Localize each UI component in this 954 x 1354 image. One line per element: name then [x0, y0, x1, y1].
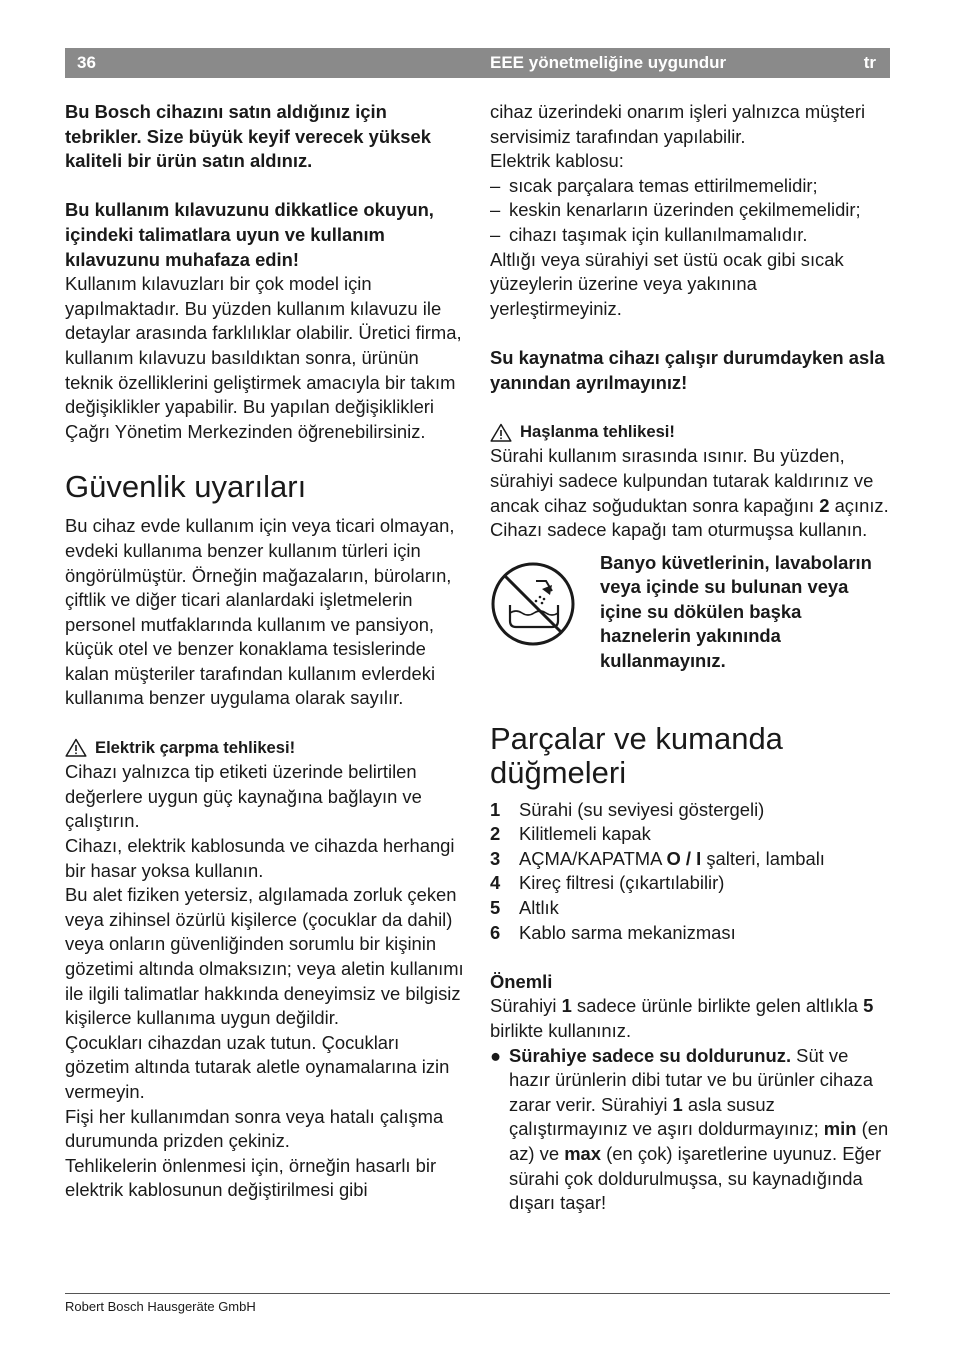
- electric-paragraph-5: Fişi her kullanımdan sonra veya hatalı çalışma durumunda prizden çekiniz.: [65, 1105, 444, 1152]
- left-column: [65, 100, 465, 1203]
- electric-warning-heading: [65, 736, 465, 761]
- parts-list-item: 5 Altlık: [490, 897, 559, 919]
- electric-warning-label: Elektrik çarpma tehlikesi!: [95, 737, 296, 757]
- scald-paragraph-2: Cihazı sadece kapağı tam oturmuşsa kullanın.: [490, 519, 868, 541]
- bath-warning-block: [490, 551, 892, 674]
- page-number: 36: [77, 53, 96, 72]
- header-language: tr: [863, 53, 876, 72]
- footer-company: Robert Bosch Hausgeräte GmbH: [65, 1299, 256, 1314]
- intro-congrats: Bu Bosch cihazını satın aldığınız için tebrikler. Size büyük keyif verecek yüksek kaliteli bir ürün satın aldınız.: [65, 101, 431, 172]
- page-header: [65, 48, 890, 78]
- header-title: EEE yönetmeliğine uygundur: [490, 53, 727, 72]
- parts-heading: Parçalar ve kumanda düğmeleri: [490, 720, 783, 790]
- bullet-dot: ●: [490, 1044, 502, 1066]
- right-column: [490, 100, 892, 1216]
- electric-paragraph-2: Cihazı, elektrik kablosunda ve cihazda herhangi bir hasar yoksa kullanın.: [65, 835, 455, 881]
- cable-item: – sıcak parçalara temas ettirilmemelidir;: [490, 174, 892, 199]
- intro-manual-note: Kullanım kılavuzları bir çok model için yapılmaktadır. Bu yüzden kullanım kılavuzu ile detaylar arasında farklılıklar olabilir. Üretici firma, kullanım kılavuzu basıldıktan sonra, ürünün teknik özelliklerini geliştirmek amacıyla bir takım değişiklikler yapabilir. Bu yapılan değişiklikleri Çağrı Yönetim Merkezinden öğrenebilirsiniz.: [65, 273, 462, 442]
- warning-triangle-icon: [490, 423, 512, 442]
- never-leave-warning: Su kaynatma cihazı çalışır durumdayken asla yanından ayrılmayınız!: [490, 346, 885, 393]
- intro-read-manual: Bu kullanım kılavuzunu dikkatlice okuyun, içindeki talimatlara uyun ve kullanım kılavuzunu muhafaza edin!: [65, 199, 434, 270]
- safety-heading: Güvenlik uyarıları: [65, 469, 307, 505]
- cable-label: Elektrik kablosu:: [490, 150, 624, 172]
- parts-list-item: 6 Kablo sarma mekanizması: [490, 921, 736, 943]
- bath-warning-text: Banyo küvetlerinin, lavaboların veya içinde su bulunan veya içine su dökülen başka haznelerin yakınında kullanmayınız.: [600, 551, 872, 672]
- scald-warning-label: Haşlanma tehlikesi!: [520, 421, 675, 441]
- parts-list-item: 4 Kireç filtresi (çıkartılabilir): [490, 872, 725, 894]
- cable-item: – keskin kenarların üzerinden çekilmemelidir;: [490, 198, 892, 223]
- scald-paragraph-1: Sürahi kullanım sırasında ısınır. Bu yüzden, sürahiyi sadece kulpundan tutarak kaldırınız ve ancak cihaz soğuduktan sonra kapağını 2 açınız.: [490, 445, 889, 516]
- electric-paragraph-1: Cihazı yalnızca tip etiketi üzerinde belirtilen değerlere uygun güç kaynağına bağlayın ve çalıştırın.: [65, 761, 422, 832]
- base-placement-paragraph: Altlığı veya sürahiyi set üstü ocak gibi sıcak yüzeylerin üzerine veya yakınına yerleştirmeyiniz.: [490, 248, 844, 319]
- parts-list-item: 1 Sürahi (su seviyesi göstergeli): [490, 798, 765, 820]
- electric-paragraph-6: Tehlikelerin önlenmesi için, örneğin hasarlı bir elektrik kablosunun değiştirilmesi gibi: [65, 1154, 437, 1201]
- electric-paragraph-3: Bu alet fiziken yetersiz, algılamada zorluk çeken veya zihinsel özürlü kişilerce (çocuklar da dahil) veya onların güvenliğinden sorumlu bir kişinin gözetimi altında olmaksızın; veya aletin kullanımı ile ilgili talimatlar hakkında deneyimsiz ve bilgisiz kişilerce kullanıma uygun değildir.: [65, 884, 464, 1029]
- no-water-near-bath-icon: [490, 561, 576, 647]
- footer-divider: [65, 1293, 890, 1294]
- important-label: Önemli: [490, 970, 553, 992]
- scald-warning-heading: [490, 420, 892, 445]
- important-paragraph: Sürahiyi 1 sadece ürünle birlikte gelen altlıkla 5 birlikte kullanınız.: [490, 995, 874, 1041]
- warning-triangle-icon: [65, 738, 87, 757]
- water-only-bullet: ● Sürahiye sadece su doldurunuz. Süt ve hazır ürünlerin dibi tutar ve bu ürünler cihaza zarar verir. Sürahiyi 1 asla susuz çalıştırmayınız ve aşırı doldurmayınız; min (en az) ve max (en çok) işaretlerine uyunuz. Eğer sürahi çok doldurulmuşsa, su kaynadığında dışarı taşar!: [490, 1044, 889, 1214]
- parts-list-item: 2 Kilitlemeli kapak: [490, 823, 651, 845]
- repair-service-paragraph: cihaz üzerindeki onarım işleri yalnızca müşteri servisimiz tarafından yapılabilir.: [490, 101, 866, 147]
- parts-list-item: 3 AÇMA/KAPATMA O / I şalteri, lambalı: [490, 847, 825, 869]
- cable-item: – cihazı taşımak için kullanılmamalıdır.: [490, 223, 892, 248]
- safety-usage-paragraph: Bu cihaz evde kullanım için veya ticari olmayan, evdeki kullanıma benzer kullanım türleri için öngörülmüştür. Örneğin mağazaların, büroların, çiftlik ve diğer ticari alanlardaki işletmelerin personel mutfaklarında kullanım ve pansiyon, küçük otel ve benzer konaklama tesislerinde kalan müşteriler tarafından kullanım evlerdeki kullanıma benzer uygulama olarak sayılır.: [65, 515, 455, 709]
- electric-paragraph-4: Çocukları cihazdan uzak tutun. Çocukları gözetim altında tutarak aletle oynamalarına izin vermeyin.: [65, 1031, 450, 1102]
